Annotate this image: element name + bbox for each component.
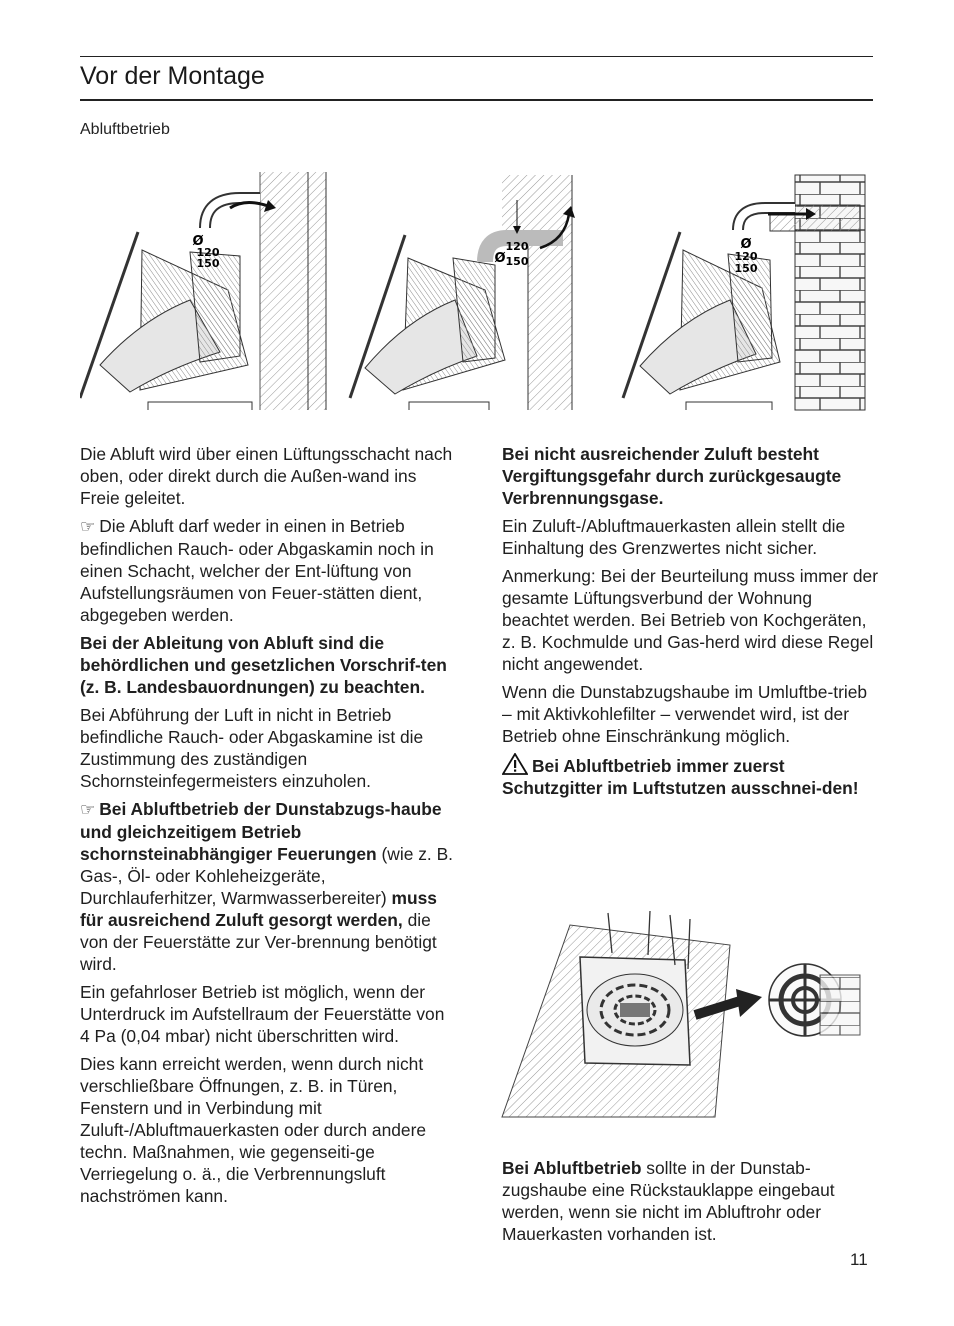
paragraph: Ein gefahrloser Betrieb ist möglich, wenn der Unterdruck im Aufstellraum der Feuerstätte von 4 Pa (0,04 mbar) nicht überschritten wird.: [80, 982, 445, 1046]
diagram-outer-wall: [620, 170, 870, 415]
right-column: [502, 443, 878, 805]
dim-label-120: 120: [505, 240, 529, 253]
paragraph: Ein Zuluft-/Abluftmauerkasten allein stellt die Einhaltung des Grenzwertes nicht sicher.: [502, 516, 846, 558]
arrow-icon: [736, 989, 762, 1017]
paragraph-warning: Bei Abluftbetrieb immer zuerst Schutzgitter im Luftstutzen ausschnei-den!: [502, 753, 878, 799]
diagram-shaft-ceiling: [80, 170, 330, 415]
title-rule: [80, 99, 873, 101]
paragraph: ☞ Die Abluft darf weder in einen in Betrieb befindlichen Rauch- oder Abgaskamin noch in einen Schacht, welcher der Ent-lüftung von Aufstellungsräumen von Feuer-stätten dient, abgegeben werden.: [80, 516, 434, 625]
paragraph: Bei Abluftbetrieb sollte in der Dunstab-zugshaube eine Rückstauklappe eingebaut werden, wenn sie nicht im Abluftrohr oder Mauerkasten vorhanden ist.: [502, 1158, 835, 1244]
left-column: [80, 443, 456, 1213]
dim-label-150: 150: [734, 262, 758, 275]
paragraph-bold: Bei nicht ausreichender Zuluft besteht Vergiftungsgefahr durch zurückgesaugte Verbrennungsgase.: [502, 444, 842, 508]
pointing-hand-icon: ☞: [80, 800, 96, 819]
section-subtitle: Abluftbetrieb: [80, 121, 170, 138]
paragraph: Wenn die Dunstabzugshaube im Umluftbe-trieb – mit Aktivkohlefilter – verwendet wird, ist der Betrieb ohne Einschränkung möglich.: [502, 682, 868, 746]
dim-symbol: Ø: [192, 234, 204, 249]
dim-label-120: 120: [196, 246, 220, 259]
top-rule: [80, 56, 873, 57]
dim-label-150: 150: [196, 257, 220, 270]
dim-symbol: Ø: [494, 251, 506, 266]
warning-triangle-icon: [502, 753, 528, 775]
dim-label-120: 120: [734, 250, 758, 263]
paragraph: Die Abluft wird über einen Lüftungsschacht nach oben, oder direkt durch die Außen-wand ins Freie geleitet.: [80, 444, 453, 508]
paragraph: Bei Abführung der Luft in nicht in Betrieb befindliche Rauch- oder Abgaskamine ist die Zustimmung des zuständigen Schornsteinfegermeisters einzuholen.: [80, 705, 424, 791]
paragraph: Dies kann erreicht werden, wenn durch nicht verschließbare Öffnungen, z. B. in Türen, Fenstern und in Verbindung mit Zuluft-/Abluftmauerkasten oder durch andere techn. Maßnahmen, wie gegenseiti-ge Verriegelung o. ä., die Verbrennungsluft nachströmen kann.: [80, 1054, 427, 1206]
paragraph: Anmerkung: Bei der Beurteilung muss immer der gesamte Lüftungsverbund der Wohnung beachtet werden. Bei Betrieb von Kochgeräten, z. B. Kochmulde und Gas-herd wird diese Regel nicht angewendet.: [502, 566, 878, 674]
page-title: Vor der Montage: [80, 62, 265, 90]
diagram-shaft-wall: [345, 170, 577, 415]
dim-symbol: Ø: [740, 237, 752, 252]
pointing-hand-icon: ☞: [80, 517, 96, 536]
grille-cutout-illustration: [500, 905, 870, 1125]
paragraph: ☞ Bei Abluftbetrieb der Dunstabzugs-haube und gleichzeitigem Betrieb schornsteinabhängiger Feuerungen (wie z. B. Gas-, Öl- oder Kohleheizgeräte, Durchlauferhitzer, Warmwasserbereiter) muss für ausreichend Zuluft gesorgt werden, die von der Feuerstätte zur Ver-brennung benötigt wird.: [80, 799, 453, 974]
page-number: 11: [850, 1250, 868, 1269]
dim-label-150: 150: [505, 255, 529, 268]
paragraph-bold: Bei der Ableitung von Abluft sind die behördlichen und gesetzlichen Vorschrif-ten (z. B. Landesbauordnungen) zu beachten.: [80, 633, 447, 697]
right-column-bottom: [502, 1157, 878, 1251]
